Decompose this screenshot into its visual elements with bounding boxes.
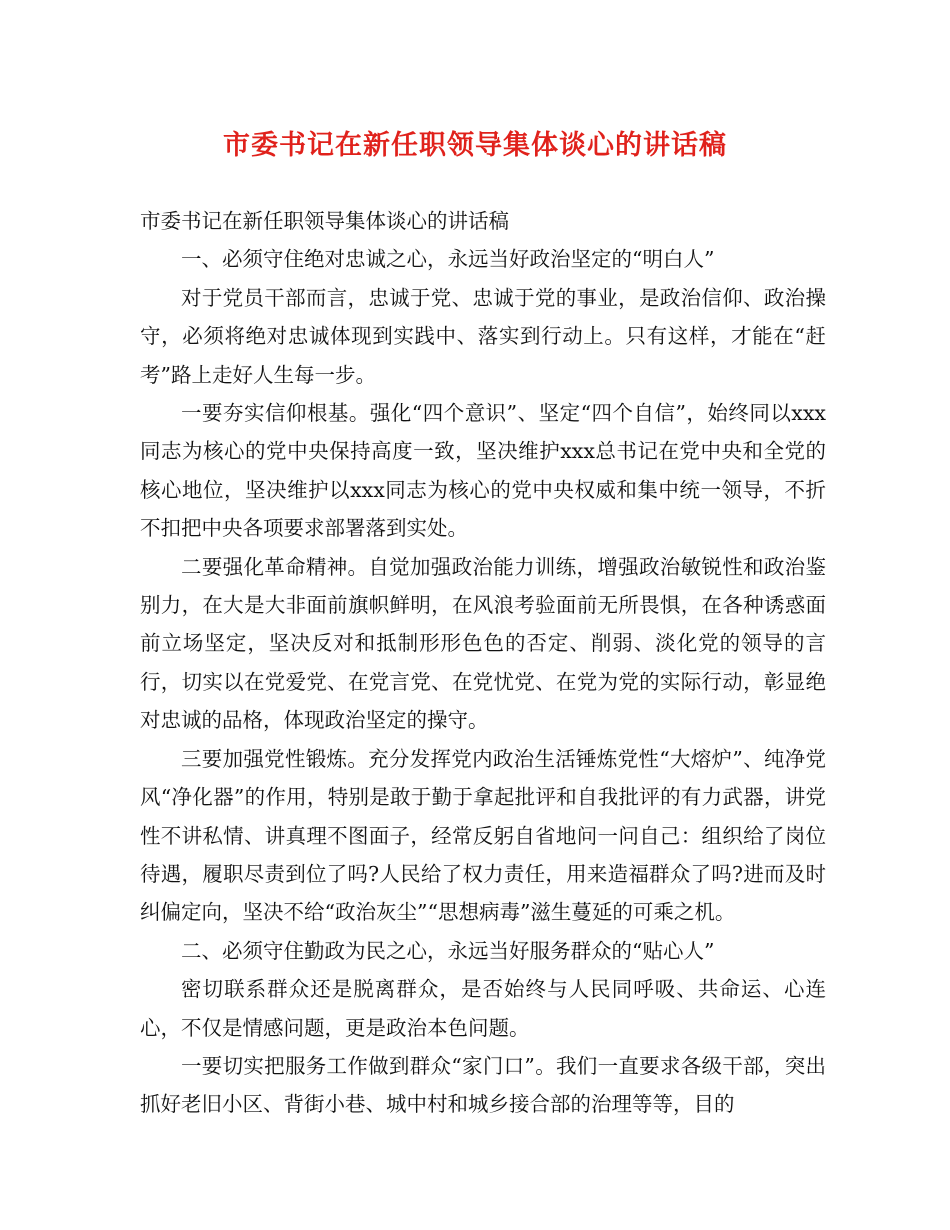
paragraph: 对于党员干部而言，忠诚于党、忠诚于党的事业，是政治信仰、政治操守，必须将绝对忠诚体现到实践中、落实到行动上。只有这样，才能在“赶考”路上走好人生每一步。	[140, 285, 826, 387]
document-body	[140, 202, 826, 1124]
paragraph: 一要切实把服务工作做到群众“家门口”。我们一直要求各级干部，突出抓好老旧小区、背街小巷、城中村和城乡接合部的治理等等，目的	[140, 1053, 826, 1117]
paragraph: 一要夯实信仰根基。强化“四个意识”、坚定“四个自信”，始终同以xxx同志为核心的党中央保持高度一致，坚决维护xxx总书记在党中央和全党的核心地位，坚决维护以xxx同志为核心的党中央权威和集中统一领导，不折不扣把中央各项要求部署落到实处。	[140, 401, 826, 541]
paragraph: 密切联系群众还是脱离群众，是否始终与人民同呼吸、共命运、心连心，不仅是情感问题，更是政治本色问题。	[140, 977, 826, 1040]
paragraph: 市委书记在新任职领导集体谈心的讲话稿	[140, 209, 509, 233]
paragraph: 二、必须守住勤政为民之心，永远当好服务群众的“贴心人”	[181, 938, 715, 963]
paragraph: 一、必须守住绝对忠诚之心，永远当好政治坚定的“明白人”	[181, 247, 715, 272]
document-title: 市委书记在新任职领导集体谈心的讲话稿	[223, 130, 727, 161]
paragraph: 二要强化革命精神。自觉加强政治能力训练，增强政治敏锐性和政治鉴别力，在大是大非面前旗帜鲜明，在风浪考验面前无所畏惧，在各种诱惑面前立场坚定，坚决反对和抵制形形色色的否定、削弱、淡化党的领导的言行，切实以在党爱党、在党言党、在党忧党、在党为党的实际行动，彰显绝对忠诚的品格，体现政治坚定的操守。	[140, 554, 826, 733]
paragraph: 三要加强党性锻炼。充分发挥党内政治生活锤炼党性“大熔炉”、纯净党风“净化器”的作用，特别是敢于勤于拿起批评和自我批评的有力武器，讲党性不讲私情、讲真理不图面子，经常反躬自省地问一问自己：组织给了岗位待遇，履职尽责到位了吗?人民给了权力责任，用来造福群众了吗?进而及时纠偏定向，坚决不给“政治灰尘”“思想病毒”滋生蔓延的可乘之机。	[140, 746, 826, 925]
